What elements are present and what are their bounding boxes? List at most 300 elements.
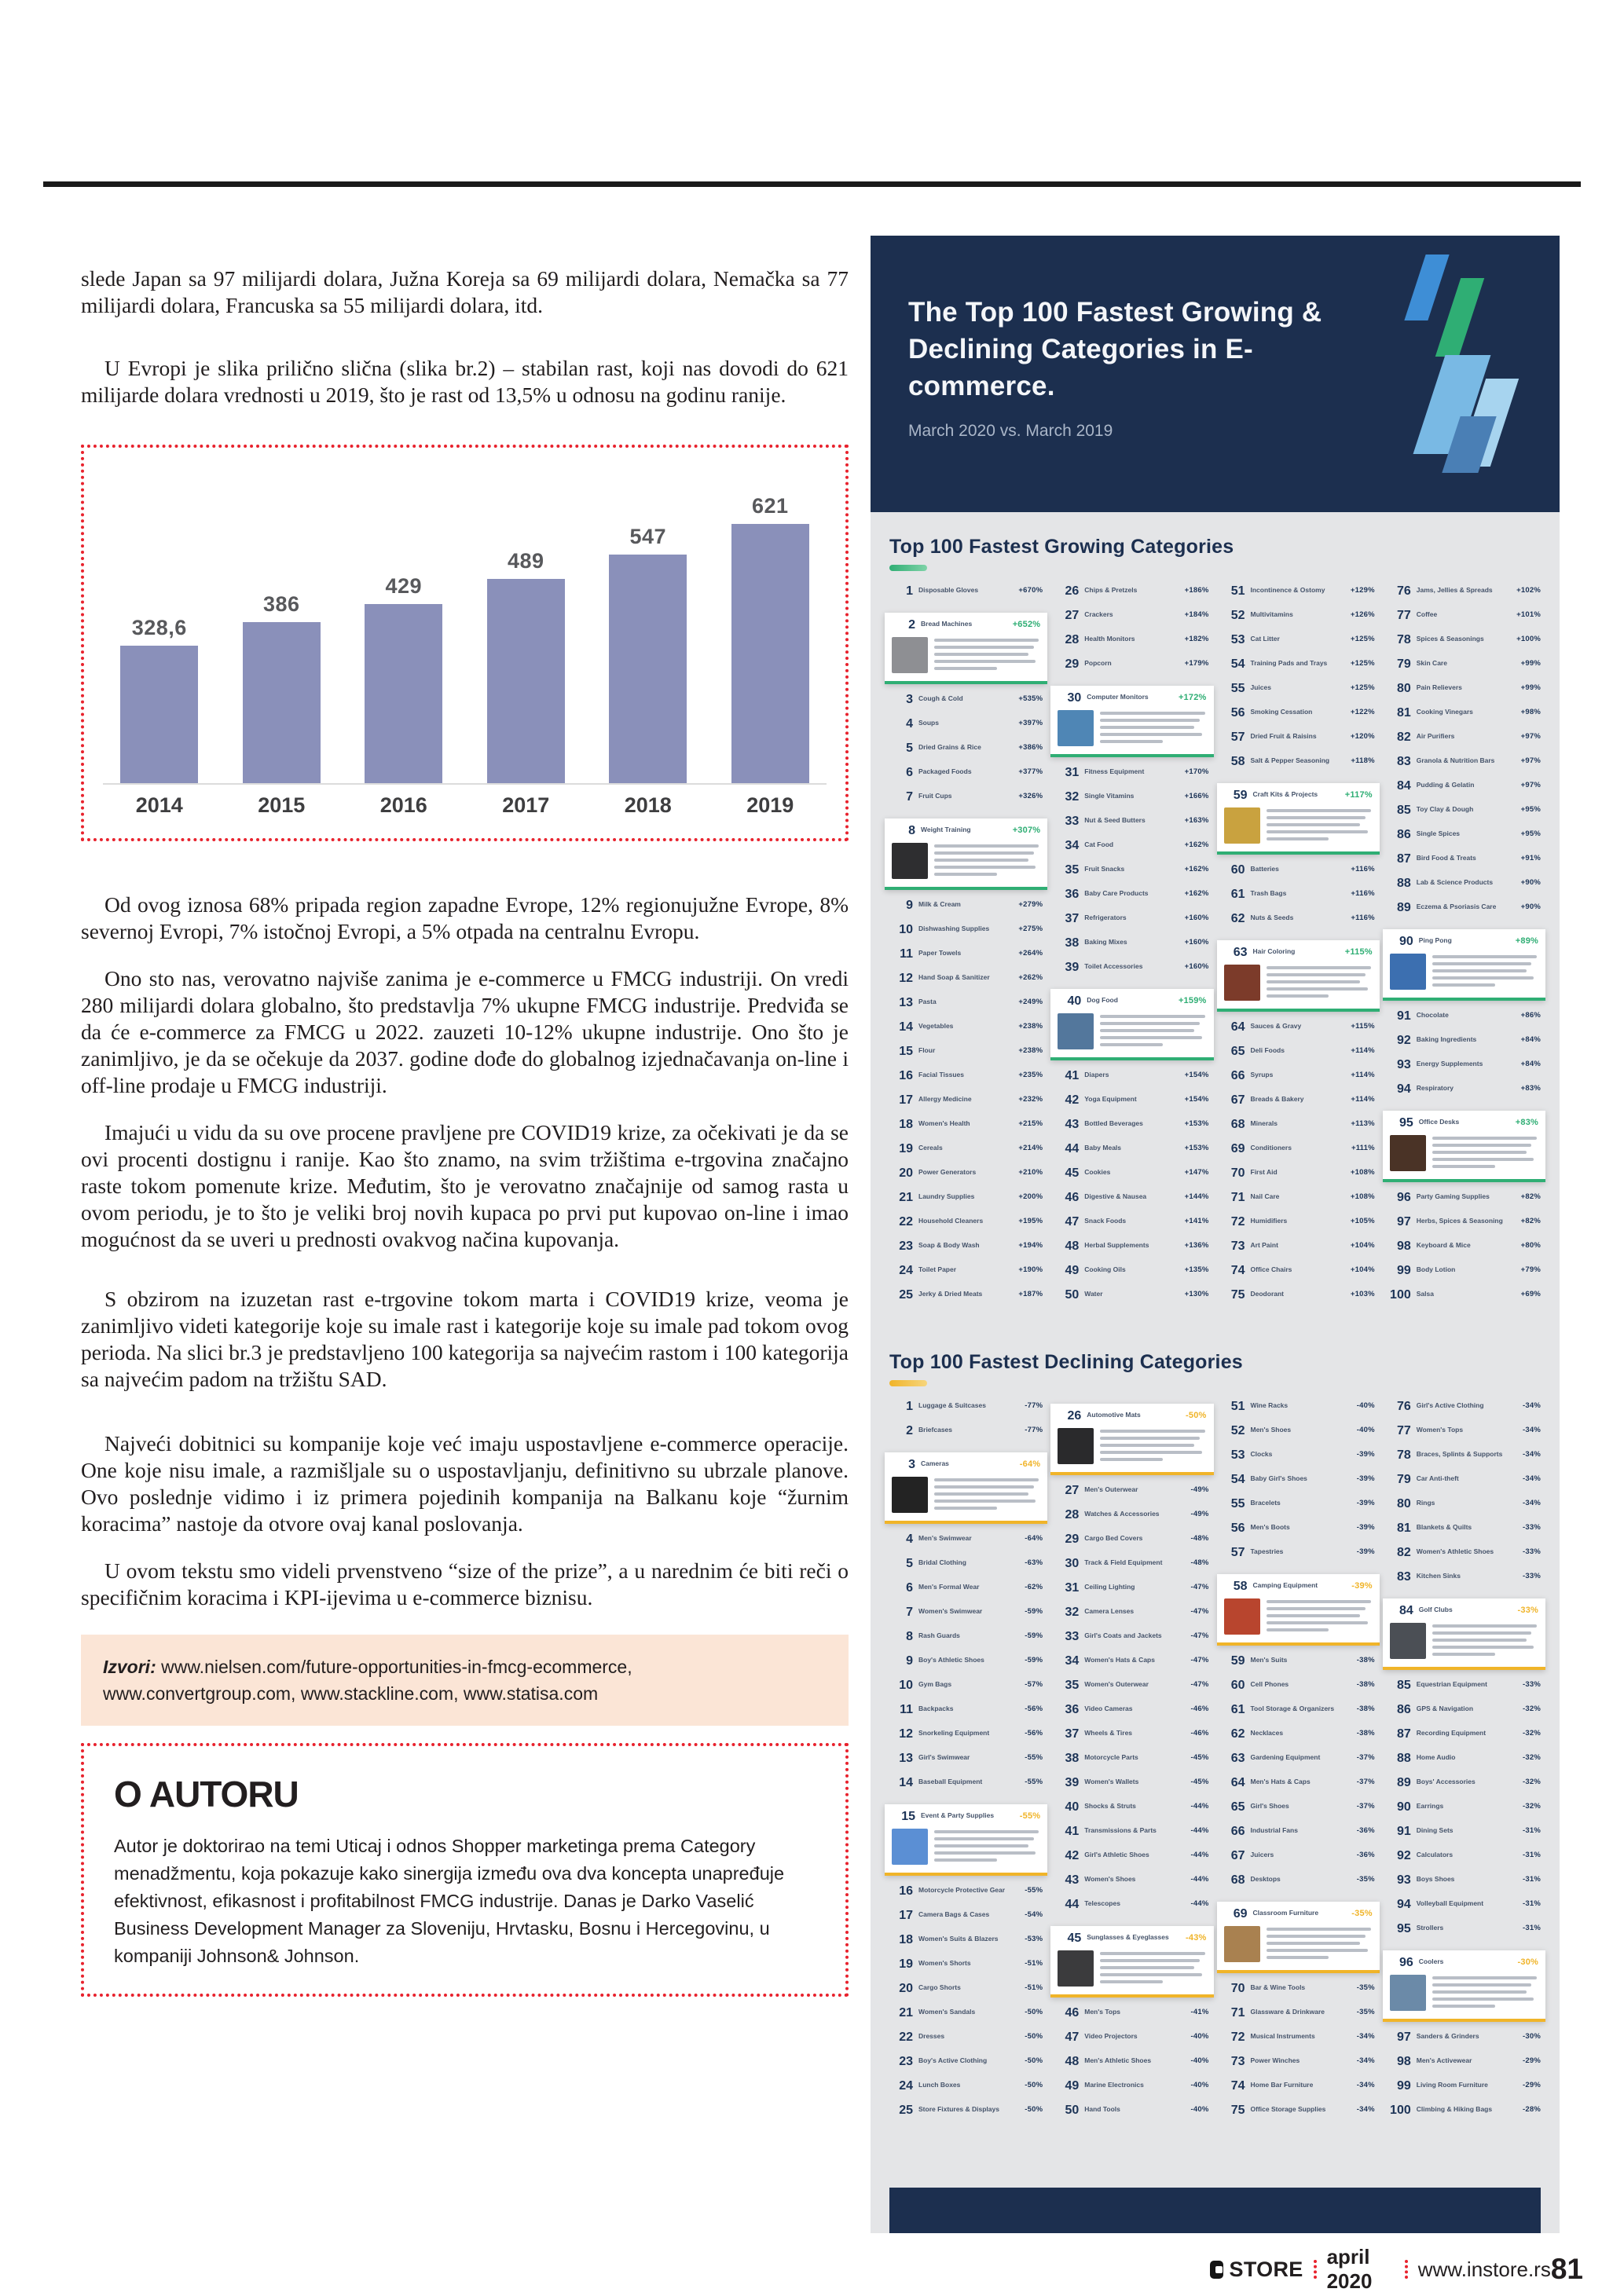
- category-rank: 52: [1230, 609, 1245, 622]
- category-name: Boys Shoes: [1416, 1875, 1455, 1883]
- category-name: Multivitamins: [1250, 610, 1293, 618]
- category-row: [1388, 1752, 1541, 1771]
- category-rank: 41: [1065, 1069, 1080, 1082]
- category-row: [1222, 1474, 1375, 1492]
- category-change: -53%: [1025, 1935, 1043, 1943]
- category-rank: 3: [906, 693, 913, 706]
- category-rank: 35: [1065, 1679, 1080, 1692]
- category-row: [1055, 791, 1208, 810]
- category-row: [1388, 1825, 1541, 1844]
- category-change: -34%: [1356, 2032, 1375, 2041]
- category-name: Crackers: [1084, 610, 1113, 618]
- category-change: +153%: [1184, 1144, 1209, 1152]
- category-row: [1055, 1119, 1208, 1137]
- category-change: +97%: [1520, 756, 1541, 765]
- category-name: Gardening Equipment: [1250, 1753, 1321, 1761]
- category-name: Bottled Beverages: [1084, 1119, 1143, 1127]
- footer-issue: april 2020: [1326, 2245, 1373, 2293]
- category-change: -37%: [1356, 1753, 1375, 1762]
- featured-category-card: [1383, 929, 1545, 1001]
- category-row: [889, 1910, 1043, 1928]
- category-row: [889, 1401, 1043, 1419]
- category-rank: 32: [1065, 1606, 1080, 1619]
- category-change: -31%: [1523, 1924, 1541, 1932]
- category-description-placeholder: [1094, 710, 1206, 747]
- category-change: -49%: [1190, 1510, 1209, 1518]
- category-change: -35%: [1351, 1909, 1373, 1918]
- category-description-placeholder: [1094, 1950, 1206, 1987]
- category-name: Hand Tools: [1084, 2105, 1120, 2113]
- category-rank: 54: [1230, 657, 1245, 671]
- category-rank: 92: [1396, 1849, 1411, 1862]
- category-row: [1055, 1289, 1208, 1308]
- category-rank: 84: [1396, 779, 1411, 793]
- category-change: -39%: [1356, 1523, 1375, 1532]
- category-change: +95%: [1520, 829, 1541, 838]
- category-row: [889, 1582, 1043, 1601]
- category-rank: 63: [1233, 946, 1248, 959]
- featured-category-card: [1217, 940, 1380, 1012]
- category-row: [1388, 1704, 1541, 1723]
- category-name: Humidifiers: [1250, 1217, 1288, 1225]
- category-row: [1388, 2031, 1541, 2050]
- category-name: Women's Wallets: [1084, 1778, 1139, 1785]
- camera-image: [892, 1477, 928, 1513]
- category-name: Salt & Pepper Seasoning: [1250, 756, 1330, 764]
- category-rank: 13: [899, 996, 913, 1009]
- category-row: [1055, 1509, 1208, 1528]
- ping-pong-image: [1390, 954, 1426, 990]
- computer-monitor-image: [1058, 710, 1094, 746]
- category-name: Women's Suits & Blazers: [918, 1935, 999, 1943]
- featured-category-card: [1050, 686, 1213, 757]
- category-rank: 79: [1396, 657, 1411, 671]
- category-change: -56%: [1025, 1729, 1043, 1738]
- category-name: Men's Shoes: [1250, 1426, 1292, 1434]
- category-name: Women's Hats & Caps: [1084, 1656, 1155, 1664]
- category-name: Fitness Equipment: [1084, 767, 1145, 775]
- category-rank: 95: [1399, 1116, 1413, 1130]
- category-name: Single Spices: [1416, 829, 1461, 837]
- category-rank: 56: [1230, 706, 1245, 720]
- category-change: -31%: [1523, 1826, 1541, 1835]
- category-rank: 17: [899, 1093, 913, 1107]
- category-rank: 31: [1065, 766, 1080, 779]
- category-row: [1388, 1425, 1541, 1444]
- category-name: Golf Clubs: [1418, 1606, 1453, 1613]
- category-row: [1222, 888, 1375, 907]
- category-name: Single Vitamins: [1084, 792, 1135, 800]
- category-change: -48%: [1190, 1534, 1209, 1543]
- category-row: [1222, 2104, 1375, 2123]
- category-rank: 88: [1396, 877, 1411, 890]
- category-name: Desktops: [1250, 1875, 1281, 1883]
- category-name: Cooking Vinegars: [1416, 708, 1473, 716]
- category-change: +232%: [1018, 1095, 1043, 1104]
- sources-box: [81, 1635, 849, 1726]
- category-rank: 3: [908, 1458, 915, 1471]
- category-change: -39%: [1351, 1581, 1373, 1591]
- bar: [365, 604, 442, 783]
- category-name: Women's Outerwear: [1084, 1680, 1149, 1688]
- category-change: -55%: [1019, 1811, 1041, 1821]
- category-name: Juicers: [1250, 1851, 1274, 1858]
- yellow-dash-icon: [889, 1380, 927, 1386]
- category-change: -34%: [1356, 2105, 1375, 2114]
- category-name: Toy Clay & Dough: [1416, 805, 1474, 813]
- category-column: [1222, 585, 1375, 1320]
- category-name: Smoking Cessation: [1250, 708, 1313, 716]
- category-description-placeholder: [1260, 965, 1373, 1002]
- category-change: +83%: [1515, 1118, 1538, 1127]
- category-row: [1222, 1216, 1375, 1235]
- category-rank: 65: [1230, 1045, 1245, 1058]
- category-name: Bread Machines: [921, 620, 973, 628]
- category-row: [889, 1289, 1043, 1308]
- category-name: Ping Pong: [1418, 936, 1452, 944]
- category-name: Party Gaming Supplies: [1416, 1192, 1490, 1200]
- featured-category-card: [1050, 1404, 1213, 1475]
- bar-value-label: 328,6: [131, 616, 187, 639]
- category-row: [889, 1070, 1043, 1089]
- category-name: Pudding & Gelatin: [1416, 781, 1475, 789]
- category-row: [1055, 1850, 1208, 1869]
- category-name: Chips & Pretzels: [1084, 586, 1138, 594]
- category-name: Home Bar Furniture: [1250, 2081, 1314, 2089]
- category-change: +154%: [1184, 1071, 1209, 1079]
- infographic-title: The Top 100 Fastest Growing & Declining Categories in E-commerce.: [908, 297, 1322, 401]
- category-row: [1055, 1704, 1208, 1723]
- category-name: Jerky & Dried Meats: [918, 1290, 983, 1298]
- category-change: -51%: [1025, 1983, 1043, 1992]
- party-balloon-image: [892, 1829, 928, 1865]
- category-description-placeholder: [1094, 1013, 1206, 1050]
- category-rank: 99: [1396, 2079, 1411, 2093]
- category-name: Men's Swimwear: [918, 1534, 972, 1542]
- category-description-placeholder: [1260, 807, 1373, 844]
- category-name: Toilet Paper: [918, 1265, 957, 1273]
- category-change: -43%: [1186, 1933, 1207, 1943]
- category-change: +104%: [1350, 1241, 1375, 1250]
- category-rank: 89: [1396, 901, 1411, 914]
- category-rank: 5: [906, 1557, 913, 1570]
- category-change: -30%: [1517, 1957, 1538, 1967]
- category-change: -38%: [1356, 1729, 1375, 1738]
- category-name: Herbal Supplements: [1084, 1241, 1149, 1249]
- about-author-box: [81, 1743, 849, 1997]
- category-name: Office Storage Supplies: [1250, 2105, 1326, 2113]
- category-rank: 100: [1390, 2104, 1411, 2117]
- category-column: [1222, 1401, 1375, 2186]
- category-change: +162%: [1184, 889, 1209, 898]
- category-name: Glassware & Drinkware: [1250, 2008, 1325, 2016]
- category-name: Soap & Body Wash: [918, 1241, 980, 1249]
- category-rank: 38: [1065, 1752, 1080, 1765]
- article-paragraph: Ono sto nas, verovatno najviše zanima je e-commerce u FMCG industriji. On vredi 280 milijardi dolara globalno, što predstavlja 7% ukupne FMCG industrije. Predviđa se da će e-commerce za FMCG u 2022. zauzeti 10-12% ukupne industrije. Ono što je zanimljivo, je da se očekuje da 2037. godine dođe do globalnog izjednačavanja on-line i off-line prodaje u FMCG industriji.: [81, 966, 849, 1097]
- category-row: [889, 1119, 1043, 1137]
- dumbbells-image: [892, 843, 928, 879]
- category-row: [889, 1094, 1043, 1113]
- category-row: [1055, 1728, 1208, 1747]
- category-name: Backpacks: [918, 1705, 954, 1712]
- category-row: [892, 825, 1040, 837]
- category-change: +95%: [1520, 805, 1541, 814]
- category-change: -77%: [1025, 1426, 1043, 1434]
- category-name: Rash Guards: [918, 1631, 960, 1639]
- category-description-placeholder: [1094, 1428, 1206, 1465]
- category-row: [1388, 1728, 1541, 1747]
- category-rank: 84: [1399, 1604, 1413, 1617]
- category-row: [1055, 1825, 1208, 1844]
- category-row: [1055, 937, 1208, 956]
- infographic-header: [871, 236, 1560, 512]
- category-rank: 85: [1396, 804, 1411, 817]
- category-name: Craft Kits & Projects: [1252, 790, 1318, 798]
- category-rank: 27: [1065, 609, 1080, 622]
- category-row: [1222, 1070, 1375, 1089]
- category-row: [1388, 658, 1541, 677]
- category-change: -36%: [1356, 1826, 1375, 1835]
- category-change: +200%: [1018, 1192, 1043, 1201]
- category-name: Volleyball Equipment: [1416, 1899, 1484, 1907]
- category-row: [1388, 1850, 1541, 1869]
- category-name: Automotive Mats: [1087, 1411, 1141, 1419]
- category-change: -39%: [1356, 1547, 1375, 1556]
- category-rank: 1: [906, 1400, 913, 1413]
- category-change: +90%: [1520, 878, 1541, 887]
- category-name: Telescopes: [1084, 1899, 1120, 1907]
- category-name: Motorcycle Parts: [1084, 1753, 1138, 1761]
- category-rank: 35: [1065, 863, 1080, 877]
- category-rank: 50: [1065, 2104, 1080, 2117]
- category-rank: 71: [1230, 2006, 1245, 2020]
- declining-section-heading: Top 100 Fastest Declining Categories: [889, 1351, 1243, 1373]
- category-row: [1055, 658, 1208, 677]
- category-change: -33%: [1523, 1572, 1541, 1580]
- category-rank: 41: [1065, 1825, 1080, 1838]
- category-name: Girl's Athletic Shoes: [1084, 1851, 1149, 1858]
- category-rank: 46: [1065, 2006, 1080, 2020]
- category-name: Minerals: [1250, 1119, 1278, 1127]
- category-change: +279%: [1018, 900, 1043, 909]
- category-name: Soups: [918, 719, 939, 727]
- category-row: [1388, 1240, 1541, 1259]
- category-row: [889, 1425, 1043, 1444]
- category-row: [1055, 1874, 1208, 1893]
- category-change: -29%: [1523, 2081, 1541, 2089]
- category-row: [1055, 585, 1208, 604]
- category-name: Disposable Gloves: [918, 586, 979, 594]
- category-name: Nail Care: [1250, 1192, 1280, 1200]
- category-row: [1222, 2080, 1375, 2099]
- category-change: +326%: [1018, 792, 1043, 800]
- category-name: Men's Outerwear: [1084, 1485, 1138, 1493]
- category-name: First Aid: [1250, 1168, 1278, 1176]
- category-change: -64%: [1025, 1534, 1043, 1543]
- category-name: Gym Bags: [918, 1680, 952, 1688]
- category-row: [1388, 902, 1541, 921]
- category-name: Girl's Active Clothing: [1416, 1401, 1484, 1409]
- category-name: Milk & Cream: [918, 900, 961, 908]
- category-change: -57%: [1025, 1680, 1043, 1689]
- category-row: [1055, 961, 1208, 980]
- category-name: Juices: [1250, 683, 1271, 691]
- category-name: Girl's Shoes: [1250, 1802, 1289, 1810]
- bar-slot: [221, 478, 343, 826]
- category-name: Cookies: [1084, 1168, 1111, 1176]
- category-rank: 16: [899, 1884, 913, 1898]
- category-change: -34%: [1356, 2081, 1375, 2089]
- category-rank: 7: [906, 790, 913, 804]
- bar-value-label: 621: [751, 494, 789, 518]
- category-change: -34%: [1356, 2056, 1375, 2065]
- category-row: [1222, 1289, 1375, 1308]
- article-paragraph: Imajući u vidu da su ove procene pravljene pre COVID19 krize, za očekivati je da se ovi procenti dostignu i ranije. Kao što znamo, na svim tržištima e-trgovina značajno raste tokom pomenute krize. Međutim, što je verovatno značajnije od samog rasta u ovom periodu, je to što je veliki broj novih kupaca po prvi put kupovao on-line i imao mogućnost da se uveri u prednosti ovakvog načina kupovanja.: [81, 1120, 849, 1251]
- category-row: [1055, 1192, 1208, 1210]
- category-change: +163%: [1184, 816, 1209, 825]
- bar-chart-plot: [98, 478, 831, 826]
- category-name: Lab & Science Products: [1416, 878, 1494, 886]
- category-name: Cat Litter: [1250, 635, 1280, 643]
- category-row: [1388, 1265, 1541, 1283]
- category-name: Hand Soap & Sanitizer: [918, 973, 990, 981]
- category-change: +125%: [1350, 683, 1375, 692]
- category-change: -34%: [1523, 1426, 1541, 1434]
- category-change: -77%: [1025, 1401, 1043, 1410]
- category-change: -50%: [1025, 2105, 1043, 2114]
- category-name: Women's Athletic Shoes: [1416, 1547, 1494, 1555]
- category-row: [1222, 1192, 1375, 1210]
- category-description-placeholder: [1260, 1926, 1373, 1963]
- category-rank: 64: [1230, 1020, 1245, 1034]
- category-name: Event & Party Supplies: [921, 1811, 995, 1819]
- category-change: +159%: [1178, 996, 1207, 1005]
- category-row: [1222, 1850, 1375, 1869]
- category-change: +172%: [1178, 693, 1207, 702]
- category-rank: 2: [908, 618, 915, 632]
- category-row: [1224, 1908, 1373, 1921]
- category-description-placeholder: [1426, 1135, 1538, 1172]
- bar-value-label: 489: [507, 549, 544, 573]
- category-change: +160%: [1184, 938, 1209, 947]
- category-name: Cargo Bed Covers: [1084, 1534, 1143, 1542]
- category-row: [1055, 888, 1208, 907]
- category-change: +91%: [1520, 854, 1541, 862]
- category-change: +238%: [1018, 1022, 1043, 1031]
- category-name: Snorkeling Equipment: [918, 1729, 990, 1737]
- category-row: [889, 1143, 1043, 1162]
- category-change: -36%: [1356, 1851, 1375, 1859]
- category-change: +129%: [1350, 586, 1375, 595]
- car-mats-image: [1058, 1428, 1094, 1464]
- category-row: [889, 1777, 1043, 1796]
- category-rank: 50: [1065, 1288, 1080, 1302]
- category-change: +166%: [1184, 792, 1209, 800]
- category-rank: 34: [1065, 839, 1080, 852]
- category-change: +135%: [1184, 1265, 1209, 1274]
- category-name: Herbs, Spices & Seasoning: [1416, 1217, 1503, 1225]
- category-row: [1222, 913, 1375, 932]
- category-row: [892, 1811, 1040, 1823]
- category-rank: 90: [1396, 1800, 1411, 1814]
- category-row: [1388, 1083, 1541, 1102]
- category-name: Deodorant: [1250, 1290, 1284, 1298]
- category-name: Climbing & Hiking Bags: [1416, 2105, 1493, 2113]
- category-rank: 97: [1396, 1215, 1411, 1229]
- category-row: [1222, 658, 1375, 677]
- category-name: Tool Storage & Organizers: [1250, 1705, 1335, 1712]
- green-dash-icon: [889, 565, 927, 571]
- category-change: +126%: [1350, 610, 1375, 619]
- category-rank: 75: [1230, 2104, 1245, 2117]
- category-rank: 28: [1065, 633, 1080, 646]
- category-row: [1388, 1401, 1541, 1419]
- category-change: -44%: [1190, 1899, 1209, 1908]
- category-name: Camera Lenses: [1084, 1607, 1135, 1615]
- category-change: +79%: [1520, 1265, 1541, 1274]
- category-rank: 98: [1396, 2055, 1411, 2068]
- category-row: [1388, 1010, 1541, 1029]
- category-rank: 71: [1230, 1191, 1245, 1204]
- category-change: -50%: [1025, 2056, 1043, 2065]
- category-rank: 58: [1233, 1580, 1248, 1593]
- category-row: [1388, 585, 1541, 604]
- category-name: Yoga Equipment: [1084, 1095, 1137, 1103]
- category-row: [1388, 1192, 1541, 1210]
- category-change: -40%: [1190, 2081, 1209, 2089]
- category-name: Girl's Swimwear: [918, 1753, 970, 1761]
- category-row: [1388, 756, 1541, 774]
- featured-category-card: [885, 613, 1047, 684]
- category-rank: 54: [1230, 1473, 1245, 1486]
- category-name: Women's Shoes: [1084, 1875, 1136, 1883]
- page-number: 81: [1550, 2253, 1583, 2285]
- category-name: Video Cameras: [1084, 1705, 1133, 1712]
- category-column: [1055, 585, 1208, 1320]
- category-name: Lunch Boxes: [918, 2081, 961, 2089]
- category-change: +69%: [1520, 1290, 1541, 1298]
- category-rank: 18: [899, 1118, 913, 1131]
- category-rank: 47: [1065, 1215, 1080, 1229]
- category-name: Skin Care: [1416, 659, 1447, 667]
- category-row: [889, 1045, 1043, 1064]
- category-rank: 90: [1399, 935, 1413, 948]
- category-name: Store Fixtures & Displays: [918, 2105, 999, 2113]
- category-row: [1055, 1558, 1208, 1576]
- category-name: Ceiling Lighting: [1084, 1583, 1135, 1591]
- featured-category-card: [1217, 1574, 1380, 1646]
- category-rank: 56: [1230, 1522, 1245, 1535]
- category-row: [1388, 1679, 1541, 1698]
- category-change: -32%: [1523, 1729, 1541, 1738]
- category-rank: 88: [1396, 1752, 1411, 1765]
- category-row: [1388, 780, 1541, 799]
- category-name: Salsa: [1416, 1290, 1434, 1298]
- category-name: Hair Coloring: [1252, 947, 1296, 955]
- category-name: Coffee: [1416, 610, 1438, 618]
- category-name: Spices & Seasonings: [1416, 635, 1484, 643]
- category-name: Motorcycle Protective Gear: [918, 1886, 1006, 1894]
- category-name: Bar & Wine Tools: [1250, 1983, 1306, 1991]
- category-name: Conditioners: [1250, 1144, 1292, 1152]
- category-row: [889, 742, 1043, 761]
- bar-slot: [709, 478, 832, 826]
- category-change: -40%: [1356, 1426, 1375, 1434]
- about-author-title: O AUTORU: [114, 1774, 299, 1814]
- category-change: -59%: [1025, 1656, 1043, 1664]
- category-name: Dresses: [918, 2032, 945, 2040]
- category-rank: 73: [1230, 2055, 1245, 2068]
